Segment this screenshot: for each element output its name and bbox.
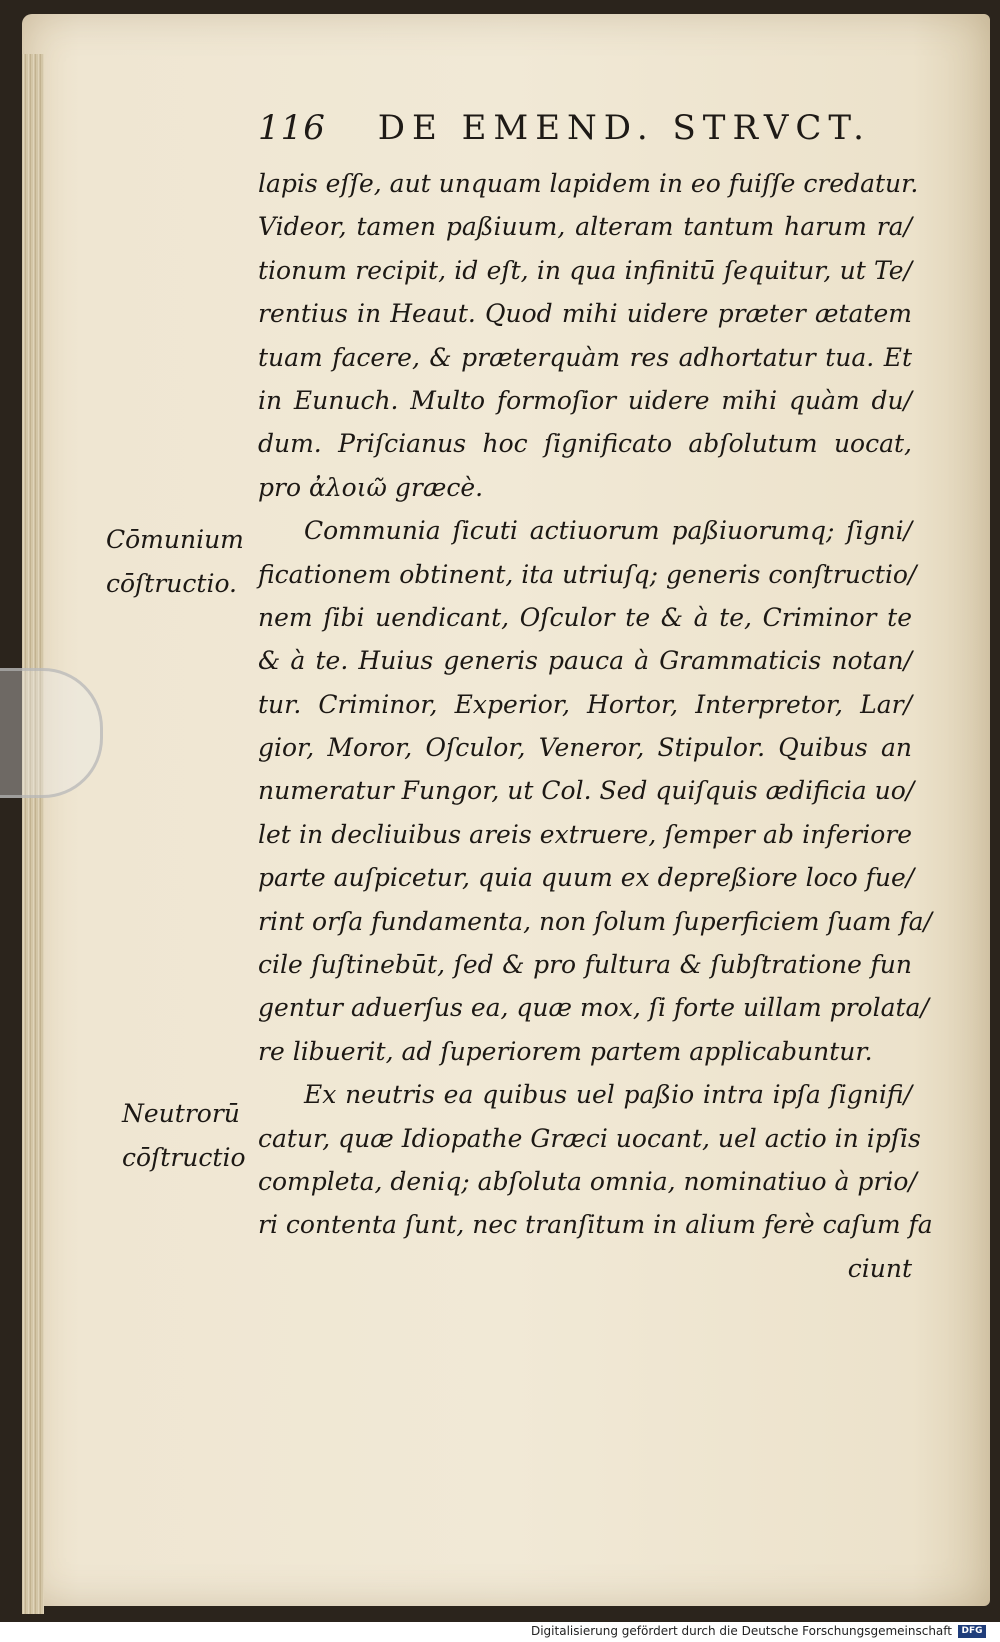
text-line: & à te. Huius generis pauca à Grammaticis notan/ (258, 646, 912, 676)
body-text (258, 162, 933, 1290)
text-line: re libuerit, ad ſuperiorem partem applicabuntur. (258, 1036, 873, 1066)
text-line: ri contenta ſunt, nec tranſitum in alium ferè caſum fa (258, 1210, 933, 1240)
margin-note-line: cōſtructio. (106, 569, 238, 598)
text-line: tionum recipit, id eſt, in qua infinitū ſequitur, ut Te/ (258, 255, 912, 285)
text-line: rentius in Heaut. Quod mihi uidere præter ætatem (258, 299, 912, 329)
text-line: Ex neutris ea quibus uel paßio intra ipſa ſignifi/ (304, 1080, 912, 1110)
margin-note-neutrorum (122, 1092, 246, 1180)
text-line: catur, quæ Idiopathe Græci uocant, uel actio in ipſis (258, 1123, 921, 1153)
text-line: in Eunuch. Multo formoſior uidere mihi quàm du/ (258, 385, 912, 415)
text-line: gior, Moror, Oſculor, Veneror, Stipulor. Quibus an (258, 733, 912, 763)
text-line: ficationem obtinent, ita utriuſq; generis conſtructio/ (258, 559, 917, 589)
text-line: numeratur Fungor, ut Col. Sed quiſquis ædificia uo/ (258, 776, 915, 806)
digitization-footer (0, 1622, 1000, 1642)
text-line: completa, deniq; abſoluta omnia, nominatiuo à prio/ (258, 1166, 917, 1196)
text-line: Videor, tamen paßiuum, alteram tantum harum ra/ (258, 212, 912, 242)
text-line: cile ſuſtinebūt, ſed & pro fultura & ſubſtratione fun (258, 950, 912, 980)
running-head (258, 108, 871, 148)
margin-note-line: cōſtructio (122, 1143, 246, 1172)
text-line: lapis eſſe, aut unquam lapidem in eo fuiſſe credatur. (258, 169, 919, 198)
text-line: tuam facere, & præterquàm res adhortatur tua. Et (258, 342, 912, 372)
dfg-credit: Digitalisierung gefördert durch die Deutsche Forschungsgemeinschaft (530, 1624, 952, 1638)
margin-note-communium (106, 518, 244, 606)
text-line: Communia ſicuti actiuorum paßiuorumq; ſigni/ (304, 516, 912, 546)
text-line: tur. Criminor, Experior, Hortor, Interpretor, Lar/ (258, 689, 912, 719)
catchword: ciunt (847, 1253, 912, 1283)
text-line: rint orſa fundamenta, non ſolum ſuperficiem ſuam fa/ (258, 906, 932, 936)
text-line: let in decliuibus areis extruere, ſemper ab inferiore (258, 819, 912, 849)
running-title: DE EMEND. STRVCT. (377, 108, 871, 148)
margin-note-line: Neutrorū (122, 1099, 240, 1128)
page-edges (22, 54, 44, 1614)
text-line: parte auſpicetur, quia quum ex depreßiore loco fue/ (258, 863, 915, 893)
text-line: pro ἀλοιῶ græcè. (258, 472, 484, 502)
margin-note-line: Cōmunium (106, 525, 244, 554)
text-line: nem ſibi uendicant, Oſculor te & à te, Criminor te (258, 602, 912, 632)
dfg-logo-icon: DFG (958, 1625, 986, 1638)
page-number: 116 (258, 108, 326, 148)
text-line: gentur aduerſus ea, quæ mox, ſi forte uillam prolata/ (258, 993, 929, 1023)
text-line: dum. Priſcianus hoc ſignificato abſolutum uocat, (258, 429, 912, 459)
